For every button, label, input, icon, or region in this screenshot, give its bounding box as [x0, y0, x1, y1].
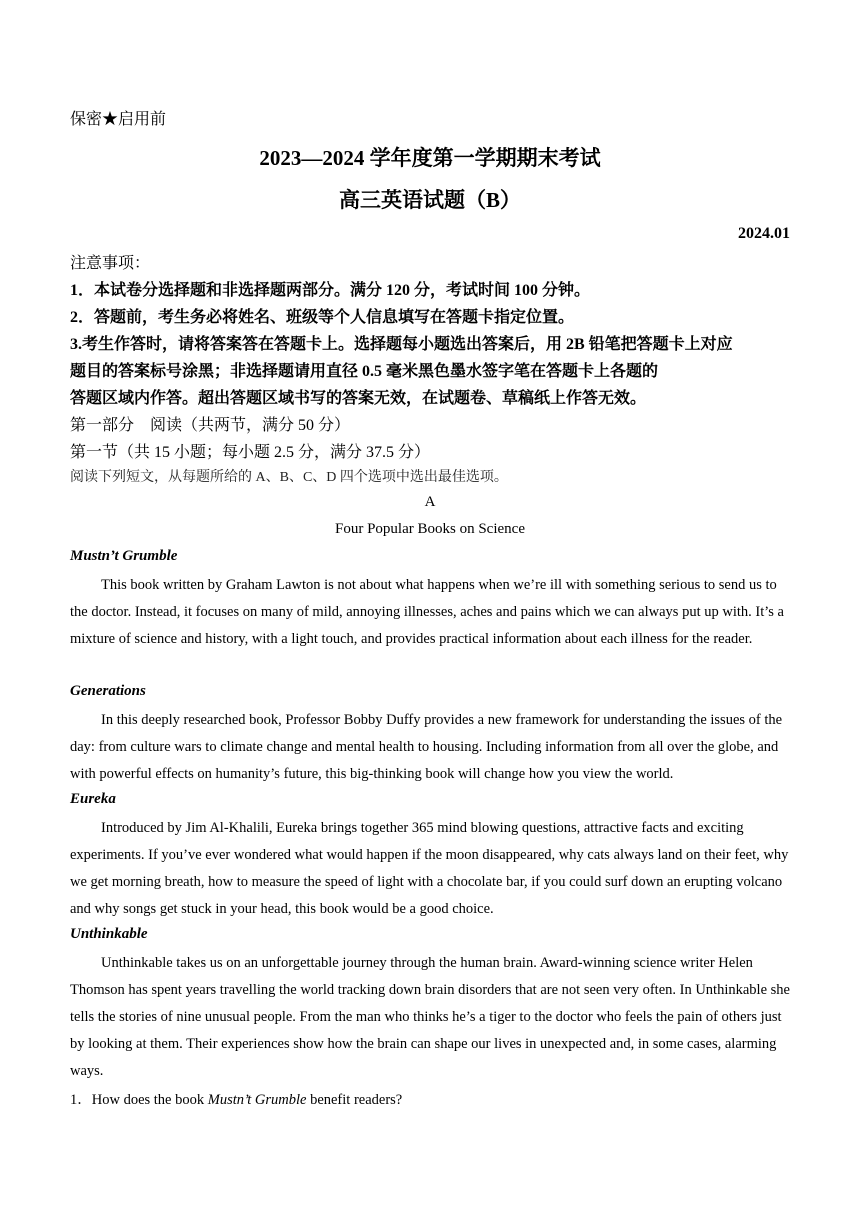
notice-heading: 注意事项： — [70, 255, 151, 272]
passage-letter: A — [424, 494, 436, 510]
part-heading: 第一部分 阅读（共两节，满分 50 分） — [70, 417, 351, 434]
exam-subtitle: 高三英语试题（B） — [338, 188, 521, 212]
section-heading: 第一节（共 15 小题；每小题 2.5 分，满分 37.5 分） — [70, 444, 431, 461]
book-text-2: In this deeply researched book, Professor Bobby Duffy provides a new framework for understanding the issues of the day: from culture wars to climate change and mental health to housing. Including information from all over the globe, and with powerful effects on humanity’s future, this big-thinking book will change how you view the world. — [70, 712, 783, 782]
book-title-4: Unthinkable — [70, 926, 148, 942]
exam-title: 2023—2024 学年度第一学期期末考试 — [259, 146, 601, 170]
notice-item-2: 2．答题前，考生务必将姓名、班级等个人信息填写在答题卡指定位置。 — [70, 309, 575, 326]
book-title-2: Generations — [70, 683, 146, 699]
question-1-suffix: benefit readers? — [306, 1092, 403, 1108]
confidential-mark: 保密★启用前 — [70, 111, 167, 128]
question-1-prefix: 1．How does the book — [70, 1092, 208, 1108]
passage-title: Four Popular Books on Science — [335, 521, 525, 537]
question-1-book: Mustn’t Grumble — [207, 1092, 307, 1108]
book-text-1: This book written by Graham Lawton is not about what happens when we’re ill with something serious to send us to the doctor. Instead, it focuses on many of mild, annoying illnesses, aches and pains which we can always put up with. It’s a mixture of science and history, with a light touch, and provides practical information about each illness for the reader. — [70, 577, 784, 647]
notice-item-3-line-1: 3.考生作答时，请将答案答在答题卡上。选择题每小题选出答案后，用 2B 铅笔把答题卡上对应 — [70, 336, 733, 353]
book-title-1: Mustn’t Grumble — [70, 548, 178, 564]
book-text-4: Unthinkable takes us on an unforgettable journey through the human brain. Award-winning science writer Helen Thomson has spent years travelling the world tracking down brain disorders that are not seen very often. In Unthinkable she tells the stories of nine unusual people. From the man who thinks he’s a tiger to the doctor who feels the pain of others just by looking at them. Their experiences show how the brain can shape our lives in unexpected and, in some cases, alarming ways. — [70, 955, 790, 1079]
section-instruction: 阅读下列短文，从每题所给的 A、B、C、D 四个选项中选出最佳选项。 — [70, 470, 508, 485]
question-1 — [70, 1088, 402, 1109]
notice-item-1: 1．本试卷分选择题和非选择题两部分。满分 120 分，考试时间 100 分钟。 — [70, 282, 591, 299]
book-text-3: Introduced by Jim Al-Khalili, Eureka brings together 365 mind blowing questions, attractive facts and exciting experiments. If you’ve ever wondered what would happen if the moon disappeared, why cats always land on their feet, why we get morning breath, how to measure the speed of light with a chocolate bar, if you could surf down an erupting volcano and why songs get stuck in your head, this book would be a good choice. — [70, 820, 789, 917]
book-title-3: Eureka — [70, 791, 116, 807]
notice-item-3-line-3: 答题区域内作答。超出答题区域书写的答案无效，在试题卷、草稿纸上作答无效。 — [70, 390, 647, 407]
notice-item-3-line-2: 题目的答案标号涂黑；非选择题请用直径 0.5 毫米黑色墨水签字笔在答题卡上各题的 — [70, 363, 659, 380]
exam-date: 2024.01 — [738, 225, 790, 242]
